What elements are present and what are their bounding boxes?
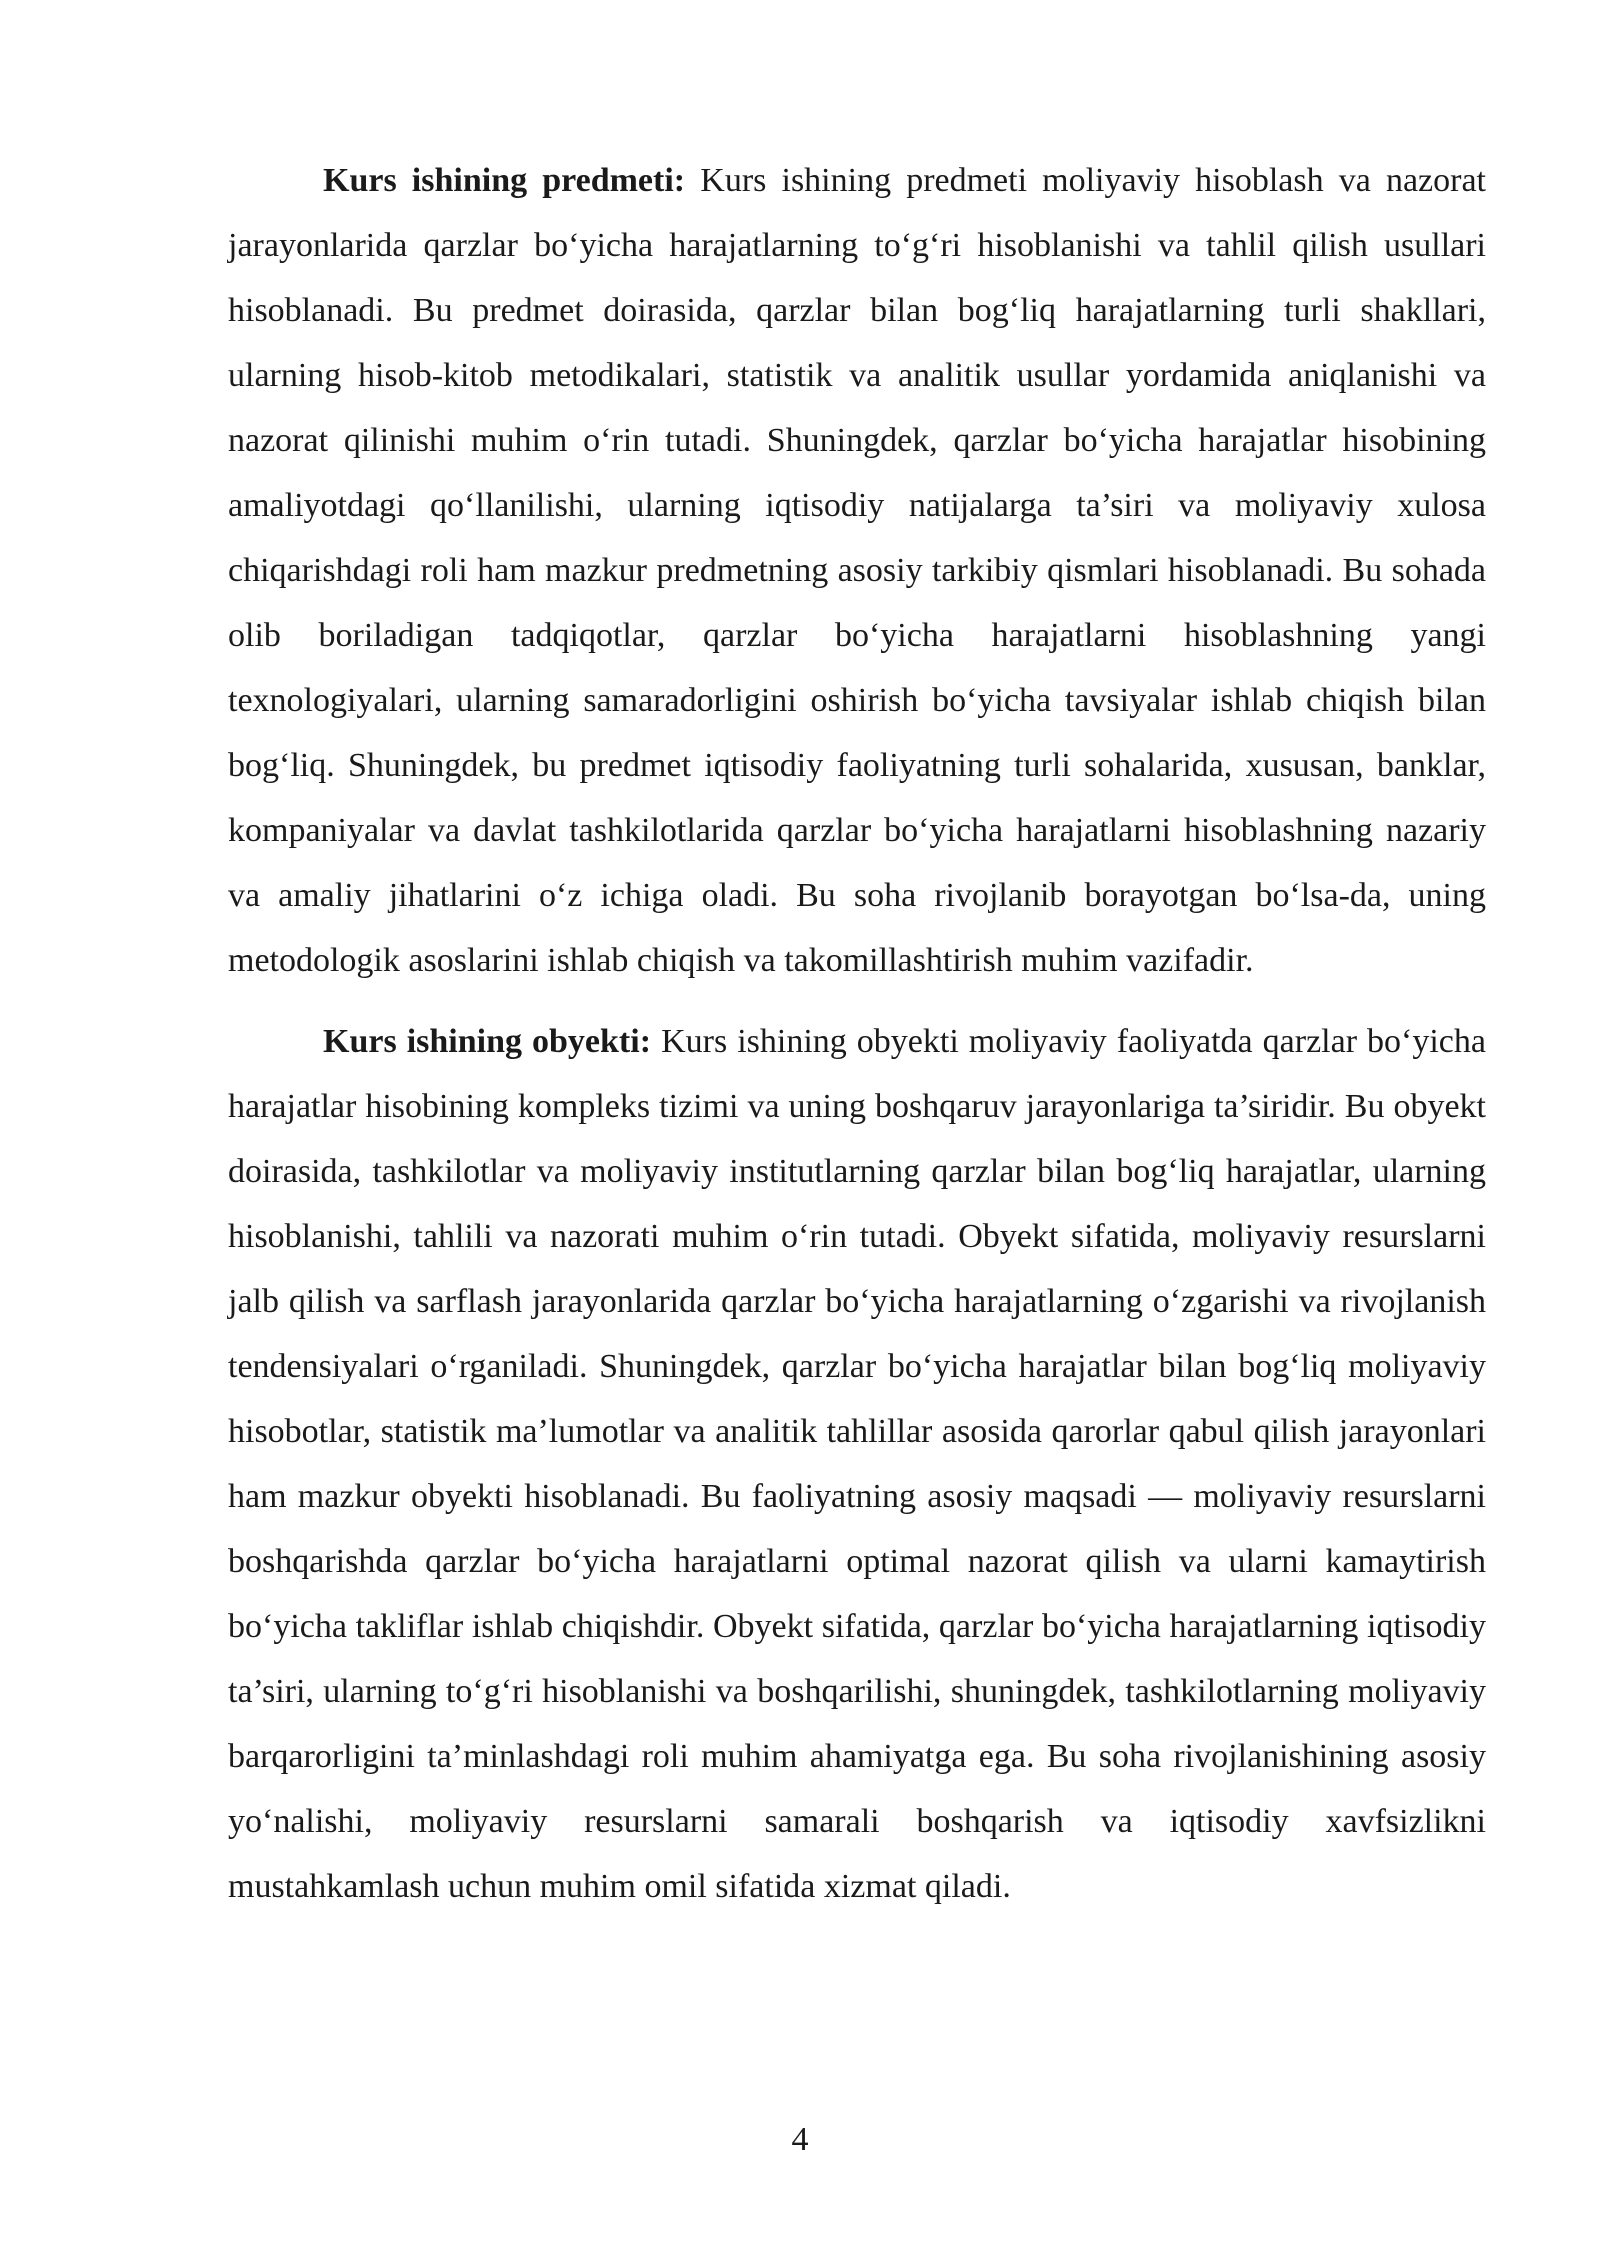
page-number: 4: [791, 2121, 809, 2158]
paragraph-text: Kurs ishining obyekti moliyaviy faoliyatda qarzlar bo‘yicha harajatlar hisobining kompleks tizimi va uning boshqaruv jarayonlariga ta’siridir. Bu obyekt doirasida, tashkilotlar va moliyaviy institutlarning qarzlar bilan bog‘liq harajatlar, ularning hisoblanishi, tahlili va nazorati muhim o‘rin tutadi. Obyekt sifatida, moliyaviy resurslarni jalb qilish va sarflash jarayonlarida qarzlar bo‘yicha harajatlarning o‘zgarishi va rivojlanish tendensiyalari o‘rganiladi. Shuningdek, qarzlar bo‘yicha harajatlar bilan bog‘liq moliyaviy hisobotlar, statistik ma’lumotlar va analitik tahlillar asosida qarorlar qabul qilish jarayonlari ham mazkur obyekti hisoblanadi. Bu faoliyatning asosiy maqsadi — moliyaviy resurslarni boshqarishda qarzlar bo‘yicha harajatlarni optimal nazorat qilish va ularni kamaytirish bo‘yicha takliflar ishlab chiqishdir. Obyekt sifatida, qarzlar bo‘yicha harajatlarning iqtisodiy ta’siri, ularning to‘g‘ri hisoblanishi va boshqarilishi, shuningdek, tashkilotlarning moliyaviy barqarorligini ta’minlashdagi roli muhim ahamiyatga ega. Bu soha rivojlanishining asosiy yo‘nalishi, moliyaviy resurslarni samarali boshqarish va iqtisodiy xavfsizlikni mustahkamlash uchun muhim omil sifatida xizmat qiladi.: [228, 1023, 1486, 1905]
paragraph-heading: Kurs ishining predmeti:: [323, 162, 686, 199]
document-body: [228, 148, 1486, 1935]
paragraph-predmeti: [228, 148, 1486, 993]
paragraph-text: Kurs ishining predmeti moliyaviy hisoblash va nazorat jarayonlarida qarzlar bo‘yicha harajatlarning to‘g‘ri hisoblanishi va tahlil qilish usullari hisoblanadi. Bu predmet doirasida, qarzlar bilan bog‘liq harajatlarning turli shakllari, ularning hisob-kitob metodikalari, statistik va analitik usullar yordamida aniqlanishi va nazorat qilinishi muhim o‘rin tutadi. Shuningdek, qarzlar bo‘yicha harajatlar hisobining amaliyotdagi qo‘llanilishi, ularning iqtisodiy natijalarga ta’siri va moliyaviy xulosa chiqarishdagi roli ham mazkur predmetning asosiy tarkibiy qismlari hisoblanadi. Bu sohada olib boriladigan tadqiqotlar, qarzlar bo‘yicha harajatlarni hisoblashning yangi texnologiyalari, ularning samaradorligini oshirish bo‘yicha tavsiyalar ishlab chiqish bilan bog‘liq. Shuningdek, bu predmet iqtisodiy faoliyatning turli sohalarida, xususan, banklar, kompaniyalar va davlat tashkilotlarida qarzlar bo‘yicha harajatlarni hisoblashning nazariy va amaliy jihatlarini o‘z ichiga oladi. Bu soha rivojlanib borayotgan bo‘lsa-da, uning metodologik asoslarini ishlab chiqish va takomillashtirish muhim vazifadir.: [228, 162, 1487, 979]
paragraph-heading: Kurs ishining obyekti:: [323, 1023, 652, 1060]
paragraph-obyekti: [228, 1009, 1486, 1919]
